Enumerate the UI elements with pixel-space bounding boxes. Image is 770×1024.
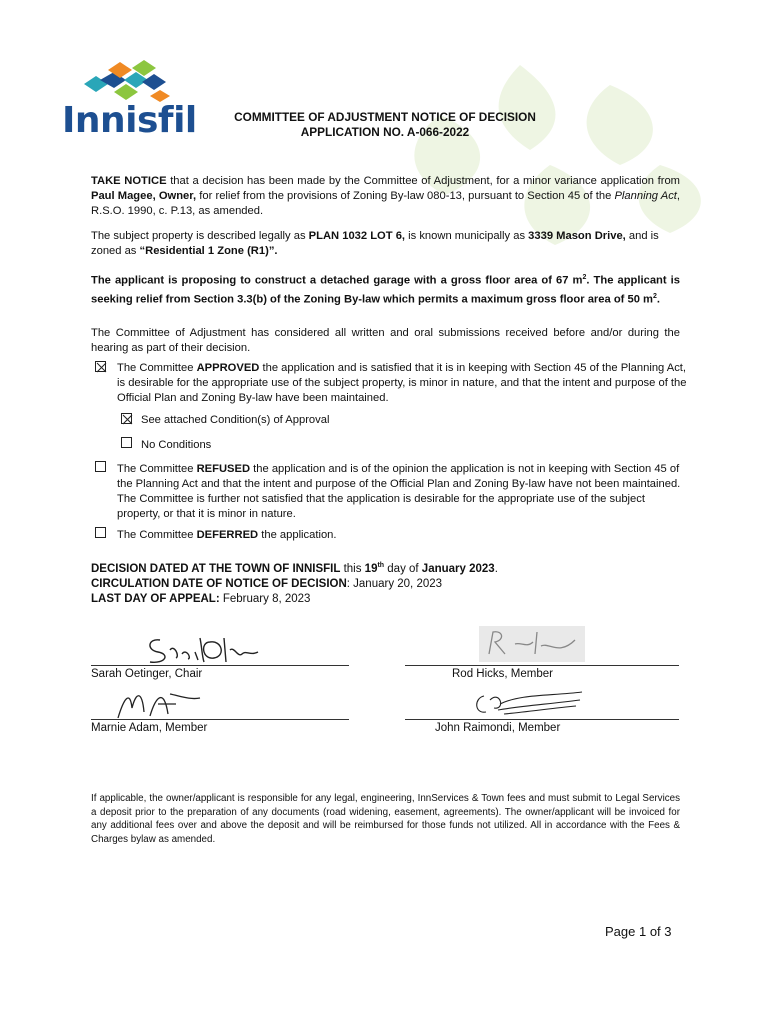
no-conditions-checkbox[interactable]	[121, 437, 132, 448]
planning-act: Planning Act	[614, 190, 677, 202]
refused-text-2: the application and is of the opinion the application is not in keeping with Section 45 of the Planning Act and that the intent and purpose of the Official Plan and Zoning By-law have not been maintained. The Committee is further not satisfied that the application is desirable for the appropriate use of the subject property, or that it is minor in nature.	[117, 463, 681, 520]
appeal-value: February 8, 2023	[219, 592, 311, 605]
signature-rod-hicks	[479, 626, 585, 662]
decision-this: this	[340, 562, 365, 575]
decision-dates	[91, 558, 498, 607]
title-line: COMMITTEE OF ADJUSTMENT NOTICE OF DECISION	[234, 110, 536, 124]
document-title	[200, 110, 570, 140]
decision-day-suffix: th	[377, 562, 385, 569]
signature-john-raimondi	[470, 686, 590, 720]
application-number: APPLICATION NO. A-066-2022	[300, 125, 470, 139]
signatory-1: Sarah Oetinger, Chair	[91, 668, 203, 680]
take-notice-label: TAKE NOTICE	[91, 175, 167, 187]
circulation-label: CIRCULATION DATE OF NOTICE OF DECISION	[91, 577, 347, 590]
property-text-2: is known municipally as	[405, 230, 529, 242]
proposal-sup-2: 2	[653, 292, 657, 300]
property-address: 3339 Mason Drive,	[528, 230, 626, 242]
proposal-sup-1: 2	[582, 274, 587, 281]
notice-text-1: that a decision has been made by the Committee of Adjustment, for a minor variance application from	[166, 175, 681, 187]
proposal-text-1: The applicant is proposing to construct a detached garage with a gross floor area of 67 m	[91, 274, 583, 287]
decision-label: DECISION DATED AT THE TOWN OF INNISFIL	[91, 562, 341, 575]
deferred-text	[117, 528, 677, 543]
legal-description: PLAN 1032 LOT 6,	[308, 230, 406, 242]
proposal-paragraph	[91, 270, 680, 307]
deferred-text-2: the application.	[258, 529, 337, 541]
applicant-name: Paul Magee, Owner,	[91, 190, 197, 202]
refused-text	[117, 462, 682, 522]
logo-wordmark: Innisfil	[62, 100, 197, 141]
refused-checkbox[interactable]	[95, 461, 106, 472]
checkmark-x-icon	[122, 414, 133, 425]
zone-name: “Residential 1 Zone (R1)”.	[139, 245, 278, 257]
approved-text-1: The Committee	[117, 362, 197, 374]
appeal-line	[91, 592, 498, 607]
property-text-1: The subject property is described legally as	[91, 230, 309, 242]
conditions-label: See attached Condition(s) of Approval	[141, 414, 330, 426]
fees-note: If applicable, the owner/applicant is responsible for any legal, engineering, InnServices & Town fees and must submit to Legal Services a deposit prior to the preparation of any documents (road widening, easement, agreements). The owner/applicant will be invoiced for any additional fees over and above the deposit and will be reimbursed for those funds not utilized. All in accordance with the Fees & Charges bylaw as amended.	[91, 793, 680, 845]
decision-day: 19	[364, 562, 378, 575]
signature-rod-hicks-mark	[479, 626, 585, 662]
decision-dated-line	[91, 558, 498, 577]
proposal-text-3: .	[656, 293, 661, 306]
page-number: Page 1 of 3	[605, 924, 672, 939]
take-notice-paragraph	[91, 174, 680, 219]
decision-dayof: day of	[384, 562, 422, 575]
property-paragraph	[91, 229, 686, 259]
signature-line-2	[405, 665, 679, 666]
deferred-text-1: The Committee	[117, 529, 197, 541]
appeal-label: LAST DAY OF APPEAL:	[91, 592, 220, 605]
decision-end: .	[494, 562, 498, 575]
no-conditions-label: No Conditions	[141, 439, 212, 451]
innisfil-logo	[62, 60, 202, 142]
signatory-2: Rod Hicks, Member	[452, 668, 553, 680]
deferred-label: DEFERRED	[196, 529, 259, 541]
refused-text-1: The Committee	[117, 463, 197, 475]
signature-line-4	[405, 719, 679, 720]
conditions-checkbox[interactable]	[121, 413, 132, 424]
circulation-line	[91, 577, 498, 592]
circulation-value: : January 20, 2023	[346, 577, 443, 590]
signatory-3: Marnie Adam, Member	[91, 722, 208, 734]
refused-label: REFUSED	[196, 463, 251, 475]
signatory-4: John Raimondi, Member	[435, 722, 561, 734]
proposal-text-2: . The applicant is seeking relief from Section 3.3(b) of the Zoning By-law which permits a maximum gross floor area of 50 m	[91, 274, 681, 306]
notice-text-2: for relief from the provisions of Zoning By-law 080-13, pursuant to Section 45 of the	[196, 190, 615, 202]
considered-paragraph: The Committee of Adjustment has considered all written and oral submissions received before and/or during the hearing as part of their decision.	[91, 327, 680, 354]
signature-marnie-adam	[110, 686, 205, 722]
signature-line-1	[91, 665, 349, 666]
checkmark-x-icon	[96, 362, 107, 373]
property-text-3: and is zoned as	[91, 230, 659, 257]
decision-month: January 2023	[421, 562, 495, 575]
approved-text-2: the application and is satisfied that it is in keeping with Section 45 of the Planning Act, is desirable for the appropriate use of the subject property, is minor in nature, and that the intent and purpose of the Official Plan and Zoning By-law have been maintained.	[117, 362, 687, 404]
approved-checkbox[interactable]	[95, 361, 106, 372]
approved-label: APPROVED	[196, 362, 260, 374]
signature-line-3	[91, 719, 349, 720]
signature-sarah-oetinger	[140, 628, 265, 668]
deferred-checkbox[interactable]	[95, 527, 106, 538]
notice-text-3: , R.S.O. 1990, c. P.13, as amended.	[91, 190, 681, 217]
approved-text	[117, 361, 687, 406]
